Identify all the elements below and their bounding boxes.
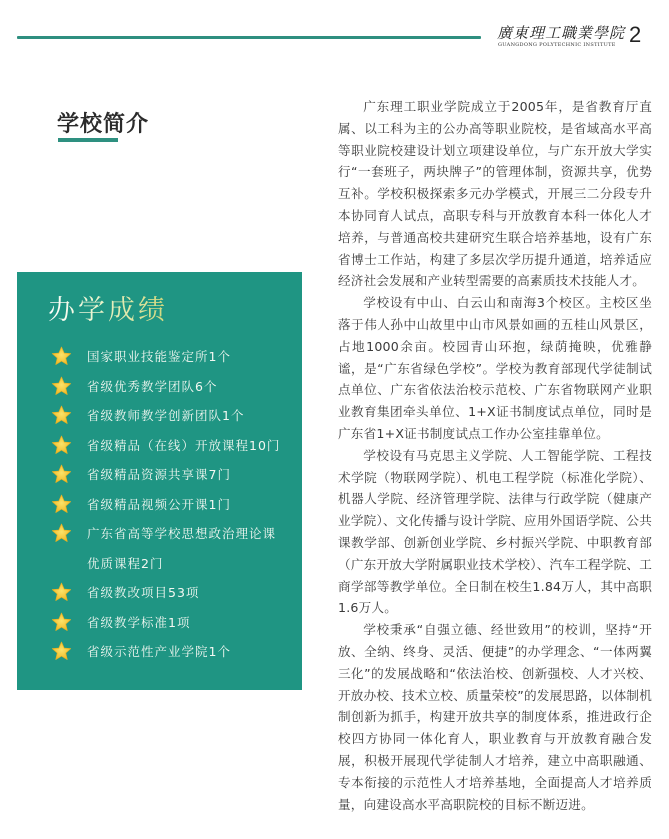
- achievement-text: 优质课程2门: [87, 555, 164, 571]
- page-number: 2: [629, 22, 642, 47]
- intro-paragraph: 学校秉承“自强立德、经世致用”的校训，坚持“开放、全纳、终身、灵活、便捷”的办学理念、“一体两翼三化”的发展战略和“依法治校、创新强校、人才兴校、开放办校、技术立校、质量荣校”的发展思路，以体制机制创新为抓手，构建开放共享的制度体系，推进政行企校四方协同一体化育人，职业教育与开放教育融合发展，积极开展现代学徒制人才培养，建立中高职融通、专本衔接的示范性人才培养基地，全面提高人才培养质量，向建设高水平高职院校的目标不断迈进。: [338, 622, 652, 812]
- achievement-text: 省级示范性产业学院1个: [87, 644, 231, 659]
- achievement-text: 省级精品（在线）开放课程10门: [87, 437, 281, 453]
- school-introduction: [338, 96, 652, 815]
- star-icon: [51, 435, 72, 455]
- achievement-text: 省级教改项目53项: [87, 585, 200, 600]
- intro-paragraph: 学校设有马克思主义学院、人工智能学院、工程技术学院（物联网学院）、机电工程学院（标准化学院）、机器人学院、经济管理学院、法律与行政学院（健康产业学院）、文化传播与设计学院、应用外国语学院、公共课教学部、创新创业学院、乡村振兴学院、中职教育部（广东开放大学附属职业技术学校）、汽车工程学院、工商学部等教学单位。全日制在校生1.84万人，其中高职1.6万人。: [338, 447, 652, 616]
- star-icon: [51, 376, 72, 396]
- title-underline: [58, 138, 118, 142]
- school-name-english: GUANGDONG POLYTECHNIC INSTITUTE: [498, 42, 616, 48]
- star-icon: [51, 346, 72, 366]
- intro-paragraph: 广东理工职业学院成立于2005年，是省教育厅直属、以工科为主的公办高等职业院校，是省域高水平高等职业院校建设计划立项建设单位，与广东开放大学实行“一套班子，两块牌子”的管理体制，资源共享，优势互补。学校积极探索多元办学模式，开展三二分段专升本协同育人试点，高职专科与开放教育本科一体化人才培养，与普通高校共建研究生联合培养基地，设有广东省博士工作站，构建了多层次学历提升通道，培养适应经济社会发展和产业转型需要的高素质技术技能人才。: [338, 99, 652, 289]
- achievement-text: 广东省高等学校思想政治理论课: [87, 526, 277, 541]
- school-name-chinese: 廣東理工職業學院: [497, 24, 626, 42]
- achievement-item: [17, 637, 302, 667]
- star-icon: [51, 523, 72, 543]
- star-icon: [51, 641, 72, 661]
- achievement-item: [17, 401, 302, 431]
- achievement-item: [17, 460, 302, 490]
- star-icon: [51, 582, 72, 602]
- achievement-text: 省级教师教学创新团队1个: [87, 408, 245, 423]
- achievement-text: 省级精品资源共享课7门: [87, 467, 231, 482]
- star-icon: [51, 464, 72, 484]
- achievements-title: 办学成绩: [48, 295, 168, 326]
- achievement-item: [17, 431, 302, 461]
- achievement-text: 国家职业技能鉴定所1个: [87, 349, 231, 364]
- achievement-text: 省级精品视频公开课1门: [87, 496, 231, 512]
- achievement-item: [17, 342, 302, 372]
- achievement-text: 省级教学标准1项: [87, 614, 191, 630]
- achievement-item: [17, 519, 302, 578]
- achievement-item: [17, 372, 302, 402]
- achievements-list: [17, 342, 302, 667]
- page-title: 学校简介: [57, 111, 150, 137]
- achievement-item: [17, 490, 302, 520]
- achievements-panel: [17, 272, 302, 690]
- star-icon: [51, 494, 72, 514]
- star-icon: [51, 405, 72, 425]
- achievement-item: [17, 608, 302, 638]
- achievement-item: [17, 578, 302, 608]
- achievement-text: 省级优秀教学团队6个: [87, 378, 218, 394]
- star-icon: [51, 612, 72, 632]
- header-divider-line: [17, 36, 481, 39]
- intro-paragraph: 学校设有中山、白云山和南海3个校区。主校区坐落于伟人孙中山故里中山市风景如画的五桂山风景区，占地1000余亩。校园青山环抱，绿荫掩映，优雅静谧，是“广东省绿色学校”。学校为教育部现代学徒制试点单位、广东省依法治校示范校、广东省物联网产业职业教育集团牵头单位、1+X证书制度试点单位，同时是广东省1+X证书制度试点工作办公室挂靠单位。: [338, 295, 652, 441]
- school-logo: [497, 22, 627, 52]
